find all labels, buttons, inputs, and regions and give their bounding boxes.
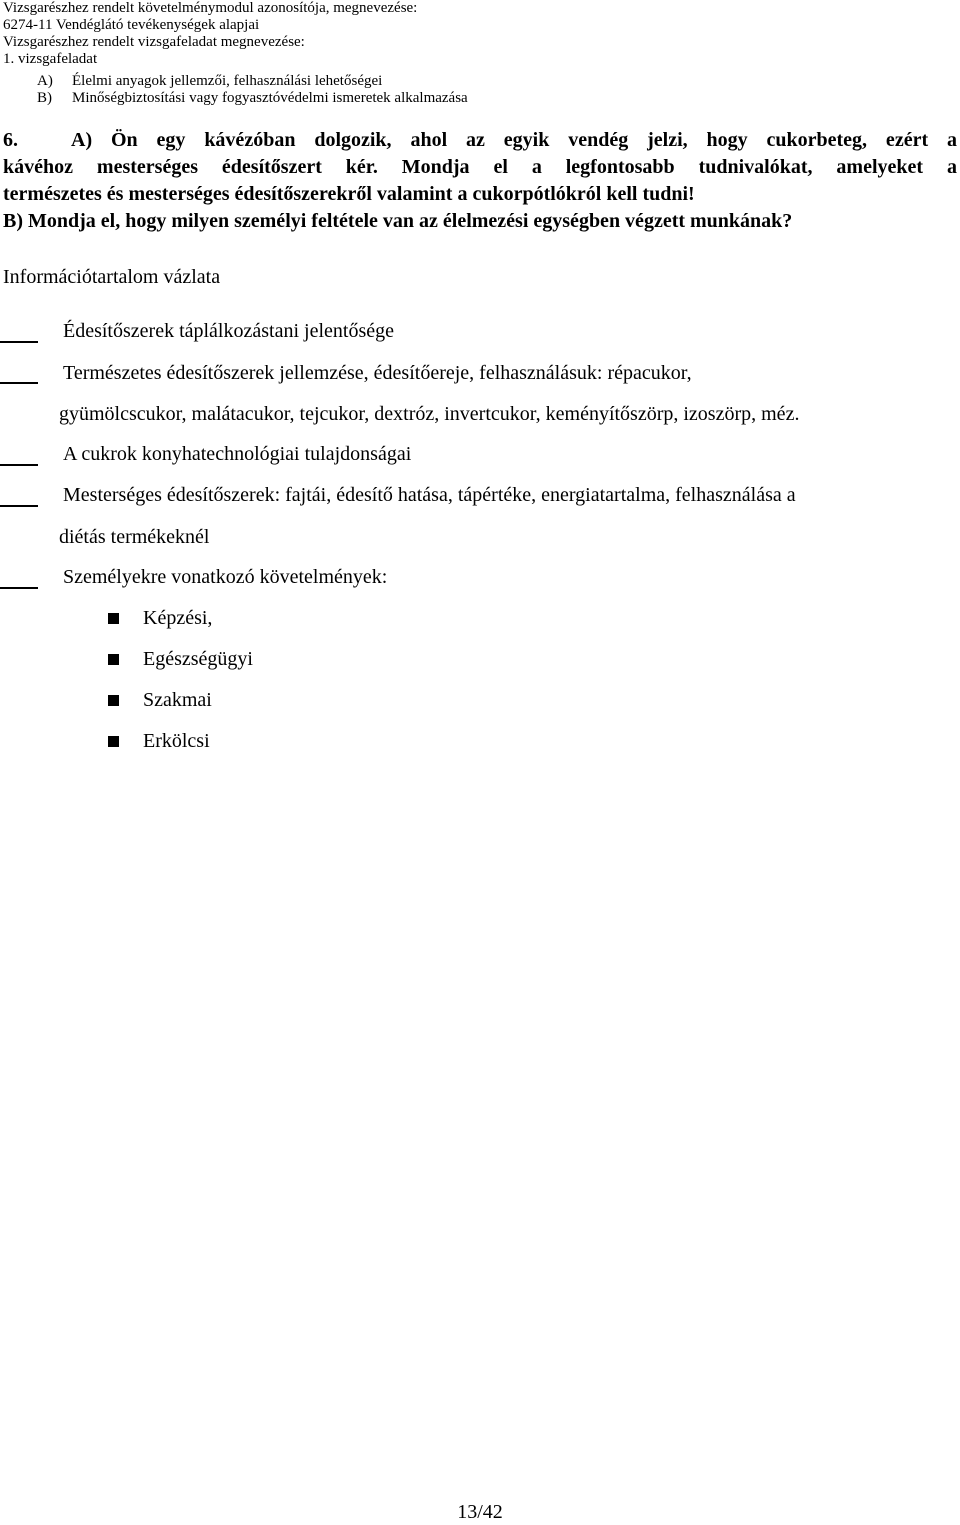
outline-item-continuation: diétás termékeknél xyxy=(59,526,210,548)
dash-bullet-icon xyxy=(0,505,38,507)
outline-item: Személyekre vonatkozó követelmények: xyxy=(63,566,388,588)
task-line-1-text: A) Ön egy kávézóban dolgozik, ahol az egyik vendég jelzi, hogy cukorbeteg, ezért a xyxy=(71,129,957,151)
module-value: 6274-11 Vendéglátó tevékenységek alapjai xyxy=(3,17,260,33)
square-bullet-icon xyxy=(108,736,119,747)
outline-subitem: Képzési, xyxy=(143,607,213,629)
task-number: 6. xyxy=(3,129,18,151)
outline-subitem: Szakmai xyxy=(143,689,212,711)
outline-title: Információtartalom vázlata xyxy=(3,266,221,288)
task-value: 1. vizsgafeladat xyxy=(3,51,98,67)
outline-item: A cukrok konyhatechnológiai tulajdonságai xyxy=(63,443,412,465)
outline-item-continuation: gyümölcscukor, malátacukor, tejcukor, dextróz, invertcukor, keményítőszörp, izoszörp, méz. xyxy=(59,403,800,425)
header-item-b xyxy=(37,90,468,107)
outline-subitem: Erkölcsi xyxy=(143,730,210,752)
task-line-4: B) Mondja el, hogy milyen személyi feltétele van az élelmezési egységben végzett munkának? xyxy=(3,210,793,232)
page-number: 13/42 xyxy=(457,1501,503,1523)
task-line-2: kávéhoz mesterséges édesítőszert kér. Mondja el a legfontosabb tudnivalókat, amelyeket a xyxy=(3,156,957,178)
dash-bullet-icon xyxy=(0,464,38,466)
header-item-letter: A) xyxy=(37,73,53,89)
header-item-text: Minőségbiztosítási vagy fogyasztóvédelmi ismeretek alkalmazása xyxy=(72,90,468,106)
outline-subitem: Egészségügyi xyxy=(143,648,253,670)
square-bullet-icon xyxy=(108,695,119,706)
header-item-letter: B) xyxy=(37,90,52,106)
square-bullet-icon xyxy=(108,654,119,665)
task-line-3: természetes és mesterséges édesítőszerekről valamint a cukorpótlókról kell tudni! xyxy=(3,183,695,205)
square-bullet-icon xyxy=(108,613,119,624)
task-label: Vizsgarészhez rendelt vizsgafeladat megnevezése: xyxy=(3,34,305,50)
dash-bullet-icon xyxy=(0,587,38,589)
outline-item: Édesítőszerek táplálkozástani jelentősége xyxy=(63,320,394,342)
outline-item: Természetes édesítőszerek jellemzése, édesítőereje, felhasználásuk: répacukor, xyxy=(63,362,692,384)
dash-bullet-icon xyxy=(0,341,38,343)
task-line-1 xyxy=(3,128,957,154)
header-item-text: Élelmi anyagok jellemzői, felhasználási lehetőségei xyxy=(72,73,383,89)
dash-bullet-icon xyxy=(0,382,38,384)
module-label: Vizsgarészhez rendelt követelménymodul azonosítója, megnevezése: xyxy=(3,0,418,16)
outline-item: Mesterséges édesítőszerek: fajtái, édesítő hatása, tápértéke, energiatartalma, felhasználása a xyxy=(63,484,796,506)
header-item-a xyxy=(37,73,382,90)
